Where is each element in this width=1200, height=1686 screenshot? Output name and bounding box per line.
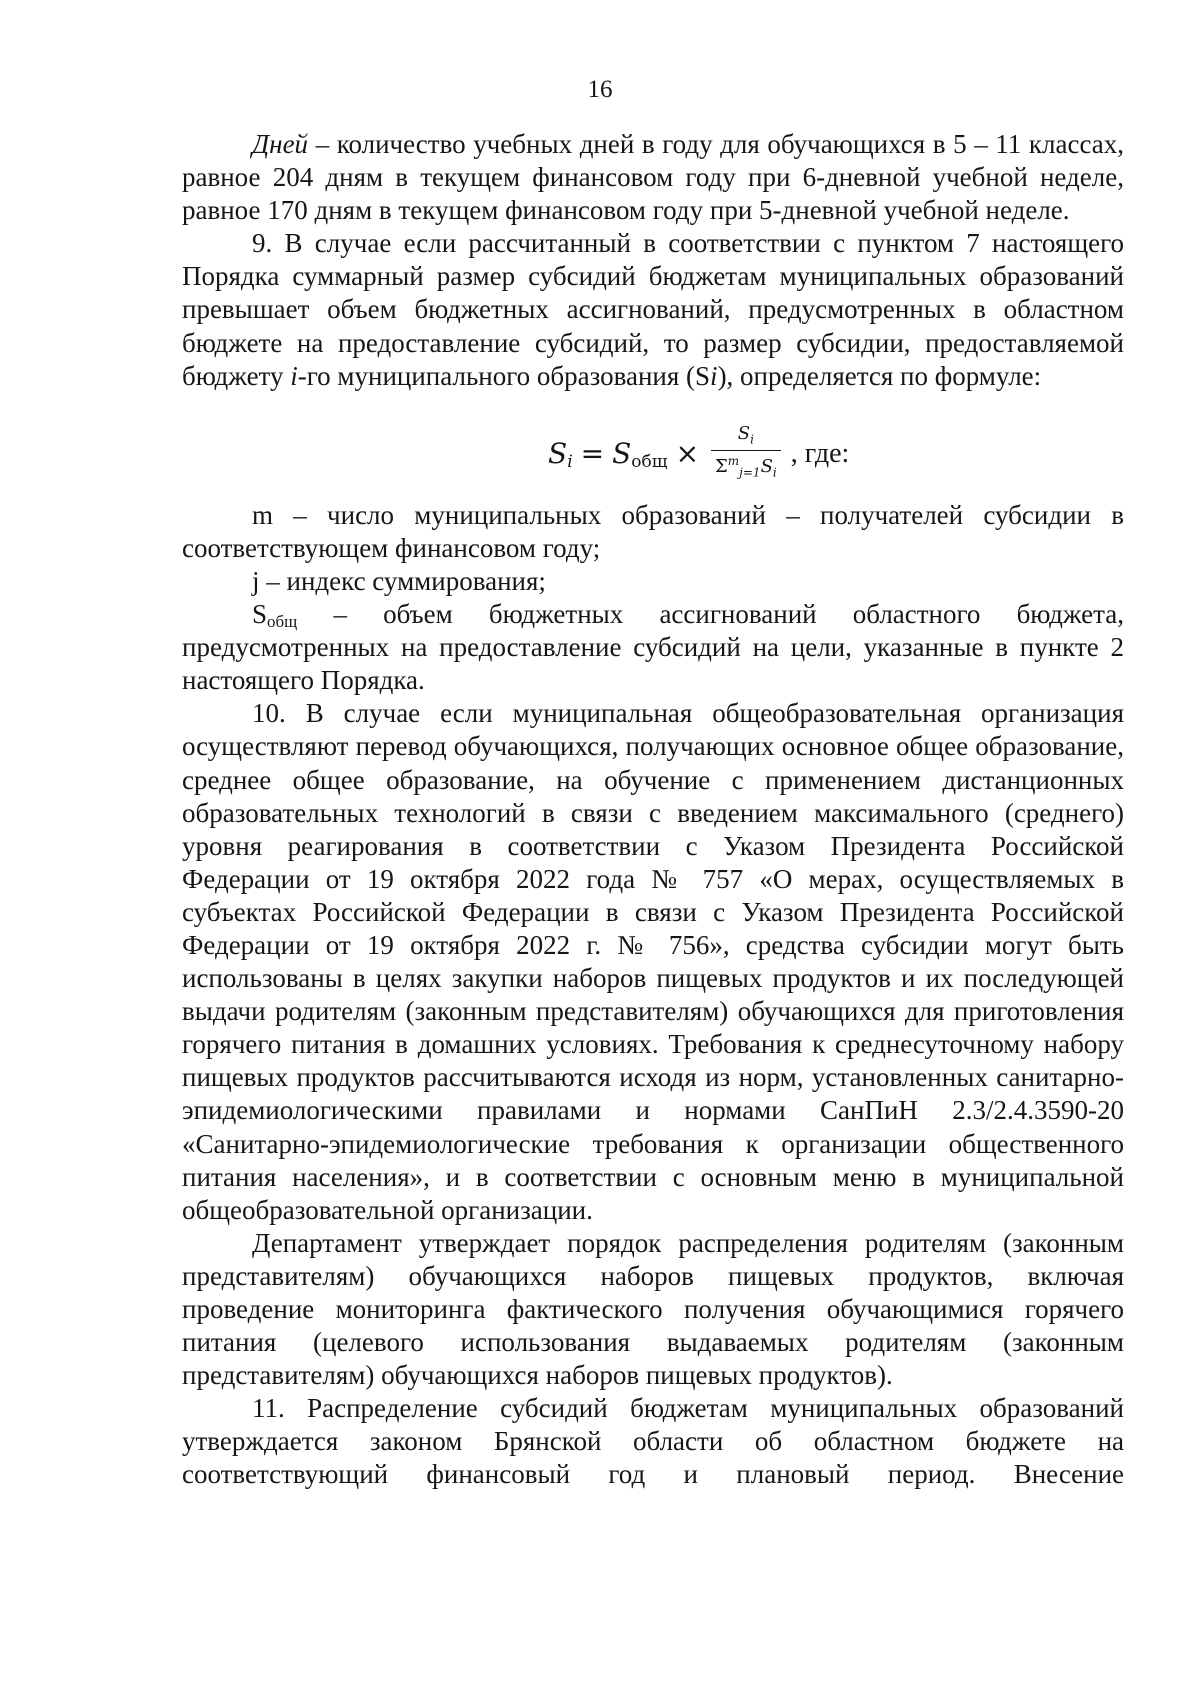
days-definition-text: – количество учебных дней в году для обучающихся в 5 – 11 классах, равное 204 дням в текущем финансовом году при 6-дневной учебной неделе, равное 170 дням в текущем финансовом году при 5-дневной учебной неделе. bbox=[182, 129, 1124, 226]
formula-s-total: $S_{общ}$ bbox=[612, 436, 668, 472]
formula-times: × bbox=[675, 436, 700, 470]
subsidy-formula bbox=[182, 401, 1124, 499]
paragraph-s-total-definition bbox=[182, 598, 1124, 697]
paragraph-item-10: 10. В случае если муниципальная общеобразовательная организация осуществляют перевод обучающихся, получающих основное общее образование, среднее общее образование, на обучение с применением дистанционных образовательных технологий в связи с введением максимального (среднего) уровня реагирования в соответствии с Указом Президента Российской Федерации от 19 октября 2022 года № 757 «О мерах, осуществляемых в субъектах Российской Федерации в связи с Указом Президента Российской Федерации от 19 октября 2022 г. № 756», средства субсидии могут быть использованы в целях закупки наборов пищевых продуктов и их последующей выдачи родителям (законным представителям) обучающихся для приготовления горячего питания в домашних условиях. Требования к среднесуточному набору пищевых продуктов рассчитываются исходя из норм, установленных санитарно-эпидемиологическими правилами и нормами СанПиН 2.3/2.4.3590-20 «Санитарно-эпидемиологические требования к организации общественного питания населения», и в соответствии с основным меню в муниципальной общеобразовательной организации. bbox=[182, 698, 1124, 1225]
paragraph-department: Департамент утверждает порядок распределения родителям (законным представителям) обучающихся наборов пищевых продуктов, включая проведение мониторинга фактического получения обучающимися горячего питания (целевого использования выдаваемых родителям (законным представителям) обучающихся наборов пищевых продуктов). bbox=[182, 1227, 1124, 1391]
item-9-italic-i2: i bbox=[710, 360, 718, 391]
formula-fraction bbox=[711, 423, 781, 484]
item-9-text-a: 9. В случае если рассчитанный в соответствии с пунктом 7 настоящего Порядка суммарный размер субсидий бюджетам муниципальных образований превышает объем бюджетных ассигнований, предусмотренных в областном бюджете на предоставление субсидий, то размер субсидии, предоставляемой бюджету bbox=[182, 228, 1124, 391]
paragraph-m-definition: m – число муниципальных образований – получателей субсидии в соответствующем финансовом году; bbox=[182, 499, 1124, 563]
paragraph-j-definition: j – индекс суммирования; bbox=[252, 565, 546, 596]
formula-suffix: , где: bbox=[790, 437, 850, 469]
s-total-symbol: $S_{общ}$ bbox=[252, 599, 298, 632]
document-body bbox=[182, 128, 1124, 1492]
formula-lhs: $S_i$ bbox=[548, 436, 573, 472]
item-9-text-b: -го муниципального образования (S bbox=[297, 360, 711, 391]
paragraph-days-definition bbox=[182, 128, 1124, 227]
term-days: Дней bbox=[252, 129, 309, 159]
s-total-definition-text: – объем бюджетных ассигнований областного бюджета, предусмотренных на предоставление субсидий на цели, указанные в пункте 2 настоящего Порядка. bbox=[182, 599, 1124, 696]
paragraph-item-9 bbox=[182, 227, 1124, 392]
page-number: 16 bbox=[587, 76, 613, 103]
formula-equals: = bbox=[580, 436, 605, 470]
fraction-numerator: $S_i$ bbox=[737, 422, 754, 447]
fraction-denominator: $\Sigma^m_{j=1}S_i$ bbox=[715, 454, 777, 480]
item-9-italic-i: i bbox=[290, 360, 298, 391]
item-9-text-c: ), определяется по формуле: bbox=[717, 360, 1042, 391]
paragraph-item-11: 11. Распределение субсидий бюджетам муниципальных образований утверждается законом Брянской области об областном бюджете на соответствующий финансовый год и плановый период. Внесение bbox=[182, 1393, 1124, 1490]
